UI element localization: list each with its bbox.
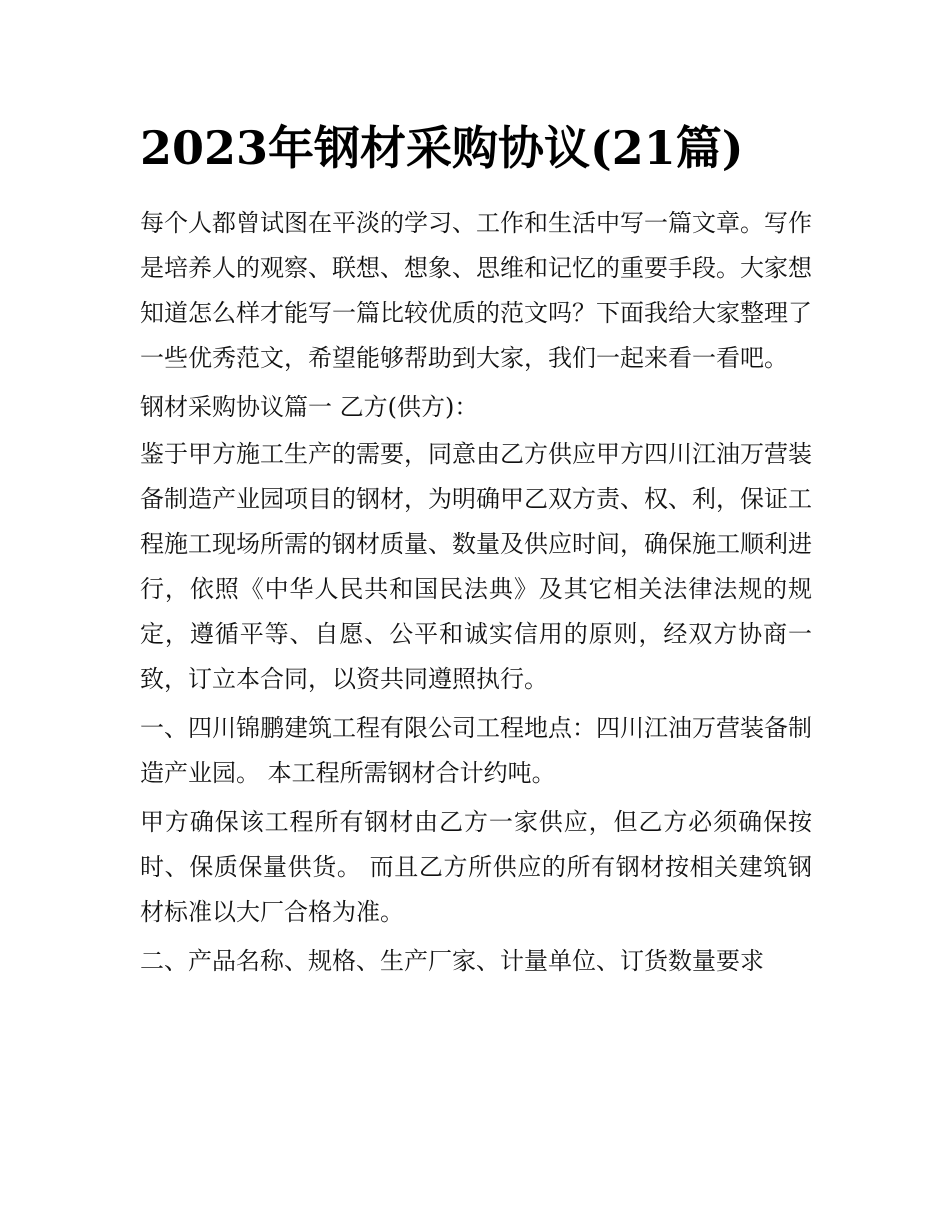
document-title: 2023年钢材采购协议(21篇) — [140, 121, 744, 175]
section-heading-paragraph: 钢材采购协议篇一 乙方(供方)： — [140, 393, 479, 421]
preamble-paragraph: 鉴于甲方施工生产的需要，同意由乙方供应甲方四川江油万营装备制造产业园项目的钢材，为明确甲乙双方责、权、利，保证工程施工现场所需的钢材质量、数量及供应时间，确保施工顺利进行，依照《中华人民共和国民法典》及其它相关法律法规的规定，遵循平等、自愿、公平和诚实信用的原则，经双方协商一致，订立本合同，以资共同遵照执行。 — [140, 440, 812, 693]
intro-paragraph: 每个人都曾试图在平淡的学习、工作和生活中写一篇文章。写作是培养人的观察、联想、想象、思维和记忆的重要手段。大家想知道怎么样才能写一篇比较优质的范文吗？下面我给大家整理了一些优秀范文，希望能够帮助到大家，我们一起来看一看吧。 — [140, 209, 812, 372]
clause-one-paragraph: 一、四川锦鹏建筑工程有限公司工程地点：四川江油万营装备制造产业园。 本工程所需钢材合计约吨。 — [140, 714, 812, 787]
clause-two-paragraph: 二、产品名称、规格、生产厂家、计量单位、订货数量要求 — [140, 947, 764, 975]
supply-guarantee-paragraph: 甲方确保该工程所有钢材由乙方一家供应，但乙方必须确保按时、保质保量供货。 而且乙方所供应的所有钢材按相关建筑钢材标准以大厂合格为准。 — [140, 808, 812, 926]
document-body — [140, 201, 812, 988]
